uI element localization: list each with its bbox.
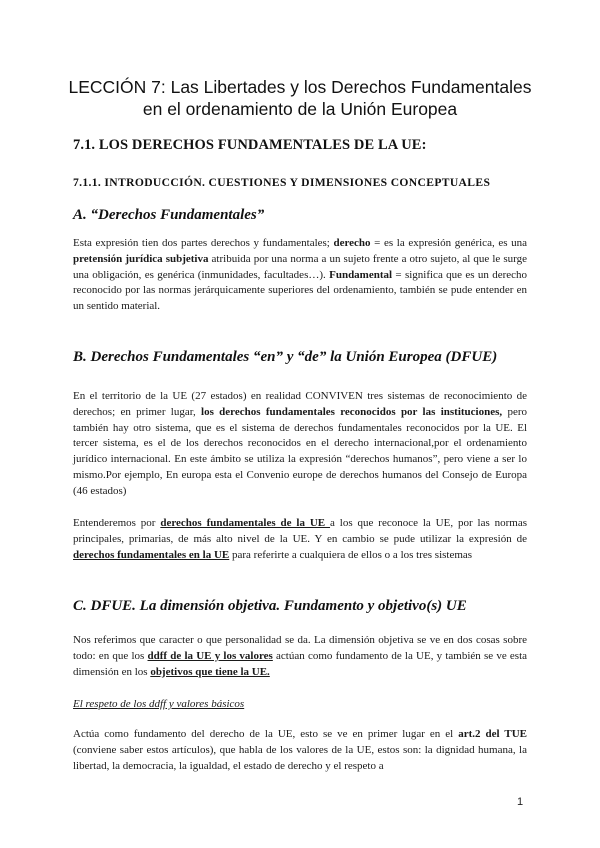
paragraph-a-1: Esta expresión tien dos partes derechos y fundamentales; derecho = es la expresión genérica, es una pretensión jurídica subjetiva atribuida por una norma a un sujeto frente a otro sujeto, al que le surge una obligación, es genérica (inmunidades, facultades…). Fundamental = significa que es un derecho reconocido por las normas jerárquicamente superiores del ordenamiento, también se pude entender en un sentido material. xyxy=(73,237,528,313)
lesson-title-line-1: LECCIÓN 7: Las Libertades y los Derechos Fundamentales xyxy=(68,77,532,97)
bold-pretension: pretensión jurídica subjetiva xyxy=(73,252,209,265)
bold-art2-tue: art.2 del TUE xyxy=(458,728,527,740)
subheading-respeto-ddff: El respeto de los ddff y valores básicos xyxy=(73,698,245,710)
paragraph-b-1: En el territorio de la UE (27 estados) en realidad CONVIVEN tres sistemas de reconocimiento de derechos; en primer lugar, los derechos fundamentales reconocidos por las instituciones, pero también hay otro sistema, que es el sistema de derechos fundamentales reconocidos por la UE. El tercer sistema, es el de los derechos reconocidos en el derecho internacional,por el ordenamiento jurídico internacional. En este ámbito se utiliza la expresión “derechos humanos”, pero viene a ser lo mismo.Por ejemplo, En europa esta el Convenio europe de derechos humanos del Consejo de Europa (46 estados) xyxy=(73,390,528,497)
section-heading-7-1: 7.1. LOS DERECHOS FUNDAMENTALES DE LA UE: xyxy=(73,137,427,153)
heading-a-derechos-fundamentales: A. “Derechos Fundamentales” xyxy=(73,207,265,223)
page-number: 1 xyxy=(517,796,524,808)
bold-fundamental: Fundamental xyxy=(329,268,393,281)
paragraph-c-2: Actúa como fundamento del derecho de la UE, esto se ve en primer lugar en el art.2 del TUE (conviene saber estos artículos), que habla de los valores de la UE, estos son: la dignidad humana, la libertad, la democracia, la igualdad, el estado de derecho y el respeto a xyxy=(73,728,527,772)
section-heading-7-1-1: 7.1.1. INTRODUCCIÓN. CUESTIONES Y DIMENSIONES CONCEPTUALES xyxy=(73,176,491,189)
lesson-title xyxy=(40,76,560,120)
bold-ddff-valores: ddff de la UE y los valores xyxy=(147,649,273,662)
bold-derechos-reconocidos: los derechos fundamentales reconocidos por las instituciones, xyxy=(201,405,503,418)
paragraph-b-2: Entenderemos por derechos fundamentales de la UE a los que reconoce la UE, por las normas principales, primarias, de más alto nivel de la UE. Y en cambio se pude utilizar la expresión de derechos fundamentales en la UE para referirte a cualquiera de ellos o a los tres sistemas xyxy=(73,517,527,561)
bold-derechos-en-la-ue: derechos fundamentales en la UE xyxy=(73,548,230,561)
lesson-title-line-2: en el ordenamiento de la Unión Europea xyxy=(142,99,458,119)
bold-objetivos-ue: objetivos que tiene la UE. xyxy=(150,665,270,678)
bold-derechos-de-la-ue: derechos fundamentales de la UE xyxy=(160,517,331,529)
bold-derecho: derecho xyxy=(333,237,371,249)
heading-c-dimension-objetiva: C. DFUE. La dimensión objetiva. Fundamento y objetivo(s) UE xyxy=(73,598,467,614)
heading-b-dfue: B. Derechos Fundamentales “en” y “de” la Unión Europea (DFUE) xyxy=(73,349,498,365)
paragraph-c-1: Nos referimos que caracter o que personalidad se da. La dimensión objetiva se ve en dos cosas sobre todo: en que los ddff de la UE y los valores actúan como fundamento de la UE, y también se ve esta dimensión en los objetivos que tiene la UE. xyxy=(73,634,528,678)
